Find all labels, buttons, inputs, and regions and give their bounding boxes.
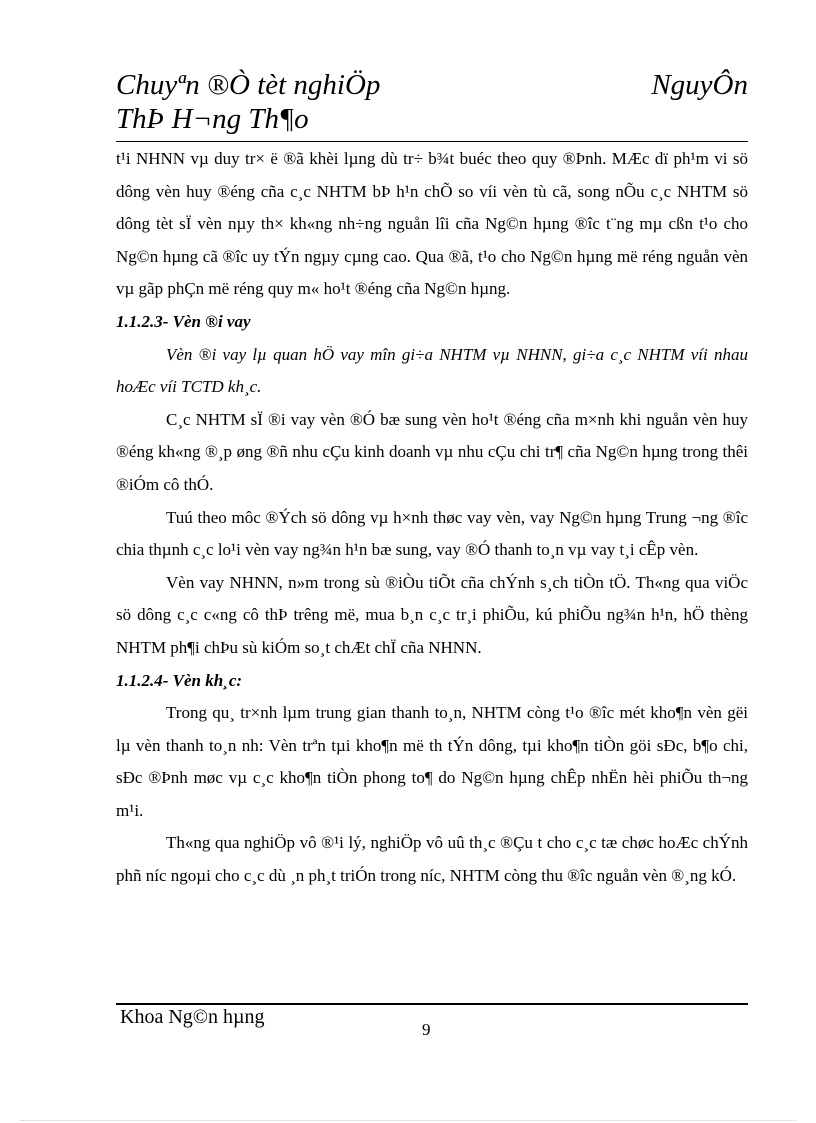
paragraph: Vèn vay NHNN, n»m trong sù ®iÒu tiÕt cña chÝnh s¸ch tiÒn tÖ. Th«ng qua viÖc sö dông c¸c c«ng cô thÞ trêng më, mua b¸n c¸c tr¸i phiÕu, kú phiÕu ng¾n h¹n, hÖ thèng NHTM ph¶i chÞu sù kiÓm so¸t chÆt chÏ cña NHNN. (116, 572, 748, 657)
section-heading: 1.1.2.4- Vèn kh¸c: (116, 670, 243, 690)
header-rule (116, 141, 748, 142)
section-heading: 1.1.2.3- Vèn ®i vay (116, 311, 251, 331)
header-title: Chuyªn ®Ò tèt nghiÖp (116, 69, 381, 101)
paragraph: Vèn ®i vay lµ quan hÖ vay mîn gi÷a NHTM vµ NHNN, gi÷a c¸c NHTM víi nhau hoÆc víi TCTD kh¸c. (116, 344, 748, 397)
page-header (116, 68, 748, 136)
header-author-first: NguyÔn (651, 69, 748, 101)
paragraph: Trong qu¸ tr×nh lµm trung gian thanh to¸n, NHTM còng t¹o ®îc mét kho¶n vèn gëi lµ vèn thanh to¸n nh: Vèn trªn tµi kho¶n më th tÝn dông, tµi kho¶n tiÒn göi sÐc, b¶o chi, sÐc ®Þnh møc vµ c¸c kho¶n tiÒn phong to¶ do Ng©n hµng chÊp nhËn hèi phiÕu th¬ng m¹i. (116, 703, 748, 820)
footer-rule (116, 1003, 748, 1005)
footer-department: Khoa Ng©n hµng (120, 1006, 265, 1028)
document-body (116, 143, 748, 893)
paragraph: Th«ng qua nghiÖp vô ®¹i lý, nghiÖp vô uû th¸c ®Çu t cho c¸c tæ chøc hoÆc chÝnh phñ níc ngoµi cho c¸c dù ¸n ph¸t triÓn trong níc, NHTM còng thu ®îc nguån vèn ®¸ng kÓ. (116, 833, 748, 886)
paragraph: C¸c NHTM sÏ ®i vay vèn ®Ó bæ sung vèn ho¹t ®éng cña m×nh khi nguån vèn huy ®éng kh«ng ®¸p øng ®ñ nhu cÇu kinh doanh vµ nhu cÇu chi tr¶ cña Ng©n hµng trong thêi ®iÓm cô thÓ. (116, 409, 748, 494)
paragraph: t¹i NHNN vµ duy tr× ë ®ã khèi lµng dù tr÷ b¾t buéc theo quy ®Þnh. MÆc dï ph¹m vi sö dông vèn huy ®éng cña c¸c NHTM bÞ h¹n chÕ so víi vèn tù cã, song nÕu c¸c NHTM sö dông tèt sÏ vèn nµy th× kh«ng nh÷ng nguån lîi cña Ng©n hµng ®îc t¨ng mµ cßn t¹o cho Ng©n hµng cã ®îc uy tÝn ngµy cµng cao. Qua ®ã, t¹o cho Ng©n hµng më réng nguån vèn vµ gãp phÇn më réng quy m« ho¹t ®éng cña Ng©n hµng. (116, 149, 748, 299)
header-author-rest: ThÞ H¬ng Th¶o (116, 103, 309, 135)
paragraph: Tuú theo môc ®Ých sö dông vµ h×nh thøc vay vèn, vay Ng©n hµng Trung ¬ng ®îc chia thµnh c¸c lo¹i vèn vay ng¾n h¹n bæ sung, vay ®Ó thanh to¸n vµ vay t¸i cÊp vèn. (116, 507, 748, 560)
page-number: 9 (422, 1020, 431, 1039)
page-edge-dotted-line (20, 1120, 796, 1121)
